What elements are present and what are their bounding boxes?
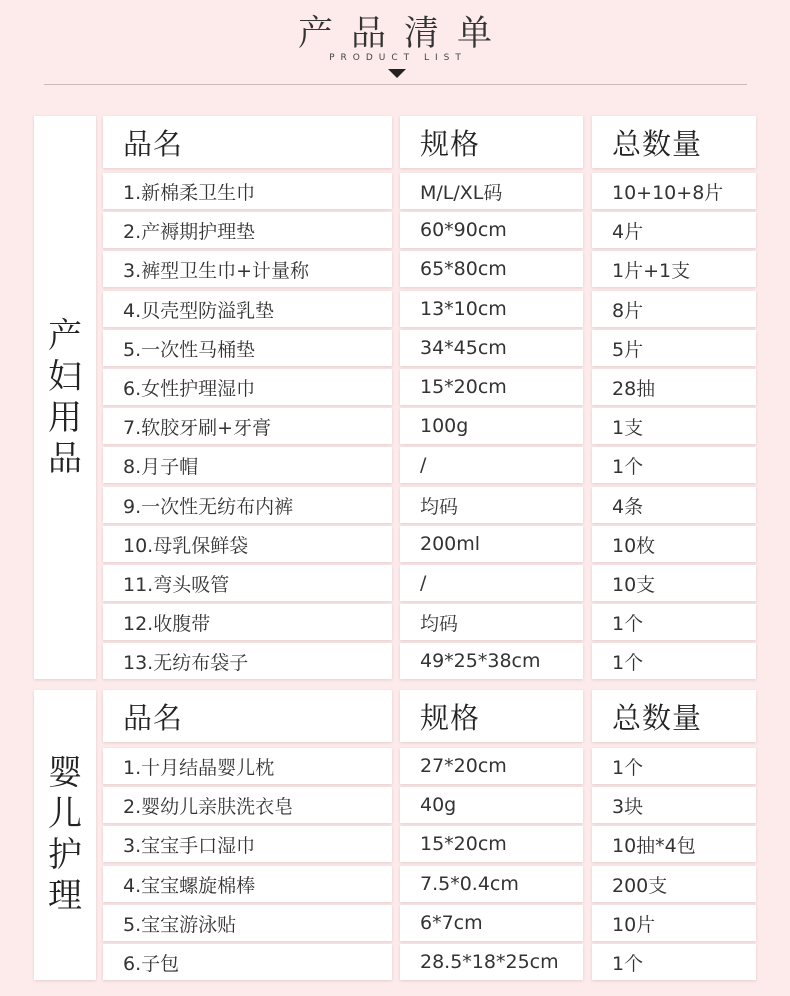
column-header-quantity: 总数量 (592, 690, 756, 742)
table-cell-quantity: 10枚 (592, 526, 756, 562)
table-cell-spec: 15*20cm (400, 826, 583, 862)
table-cell-quantity: 10+10+8片 (592, 173, 756, 209)
table-cell-name: 1.十月结晶婴儿枕 (103, 748, 392, 784)
divider (44, 84, 747, 85)
table-cell-quantity: 4条 (592, 487, 756, 523)
table-cell-name: 5.一次性马桶垫 (103, 330, 392, 366)
table-cell-name: 10.母乳保鲜袋 (103, 526, 392, 562)
table-cell-name: 13.无纺布袋子 (103, 643, 392, 679)
table-cell-name: 9.一次性无纺布内裤 (103, 487, 392, 523)
table-cell-quantity: 4片 (592, 212, 756, 248)
triangle-down-icon (388, 69, 406, 78)
table-cell-name: 12.收腹带 (103, 604, 392, 640)
table-cell-spec: 200ml (400, 526, 583, 562)
table-cell-name: 2.婴幼儿亲肤洗衣皂 (103, 787, 392, 823)
table-cell-spec: 65*80cm (400, 251, 583, 287)
table-cell-name: 8.月子帽 (103, 447, 392, 483)
table-cell-quantity: 10抽*4包 (592, 826, 756, 862)
section-label: 婴儿护理 (48, 753, 82, 916)
table-cell-quantity: 200支 (592, 866, 756, 902)
table-cell-name: 6.女性护理湿巾 (103, 369, 392, 405)
section-label-box (34, 690, 96, 980)
table-cell-quantity: 1个 (592, 604, 756, 640)
table-cell-spec: 40g (400, 787, 583, 823)
table-cell-quantity: 8片 (592, 291, 756, 327)
table-cell-name: 4.宝宝螺旋棉棒 (103, 866, 392, 902)
table-cell-quantity: 1个 (592, 748, 756, 784)
section-label-box (34, 116, 96, 679)
table-cell-spec: / (400, 447, 583, 483)
section-label: 产妇用品 (48, 315, 82, 479)
table-cell-name: 4.贝壳型防溢乳垫 (103, 291, 392, 327)
table-cell-spec: 100g (400, 408, 583, 444)
table-cell-spec: 27*20cm (400, 748, 583, 784)
table-cell-spec: M/L/XL码 (400, 173, 583, 209)
table-cell-spec: 28.5*18*25cm (400, 944, 583, 980)
table-cell-quantity: 3块 (592, 787, 756, 823)
table-cell-quantity: 1个 (592, 944, 756, 980)
table-cell-quantity: 1片+1支 (592, 251, 756, 287)
table-cell-spec: 7.5*0.4cm (400, 866, 583, 902)
table-cell-quantity: 10支 (592, 565, 756, 601)
table-cell-name: 1.新棉柔卫生巾 (103, 173, 392, 209)
column-header-spec: 规格 (400, 116, 583, 168)
table-cell-quantity: 1个 (592, 447, 756, 483)
table-cell-spec: 34*45cm (400, 330, 583, 366)
page-header (0, 0, 790, 90)
table-cell-quantity: 10片 (592, 905, 756, 941)
table-cell-spec: 6*7cm (400, 905, 583, 941)
table-cell-name: 6.子包 (103, 944, 392, 980)
table-cell-spec: 均码 (400, 487, 583, 523)
table-cell-spec: 49*25*38cm (400, 643, 583, 679)
table-cell-name: 5.宝宝游泳贴 (103, 905, 392, 941)
table-cell-name: 3.宝宝手口湿巾 (103, 826, 392, 862)
page-title: 产品清单 (297, 14, 510, 54)
column-header-quantity: 总数量 (592, 116, 756, 168)
table-cell-quantity: 1个 (592, 643, 756, 679)
table-cell-name: 7.软胶牙刷+牙膏 (103, 408, 392, 444)
page-subtitle: PRODUCT LIST (329, 53, 467, 63)
column-header-name: 品名 (103, 116, 392, 168)
table-cell-spec: 15*20cm (400, 369, 583, 405)
table-cell-name: 3.裤型卫生巾+计量称 (103, 251, 392, 287)
table-cell-quantity: 5片 (592, 330, 756, 366)
table-cell-name: 2.产褥期护理垫 (103, 212, 392, 248)
table-cell-quantity: 1支 (592, 408, 756, 444)
table-cell-spec: 13*10cm (400, 291, 583, 327)
column-header-name: 品名 (103, 690, 392, 742)
table-cell-spec: 均码 (400, 604, 583, 640)
table-cell-quantity: 28抽 (592, 369, 756, 405)
table-cell-name: 11.弯头吸管 (103, 565, 392, 601)
table-cell-spec: / (400, 565, 583, 601)
table-cell-spec: 60*90cm (400, 212, 583, 248)
column-header-spec: 规格 (400, 690, 583, 742)
